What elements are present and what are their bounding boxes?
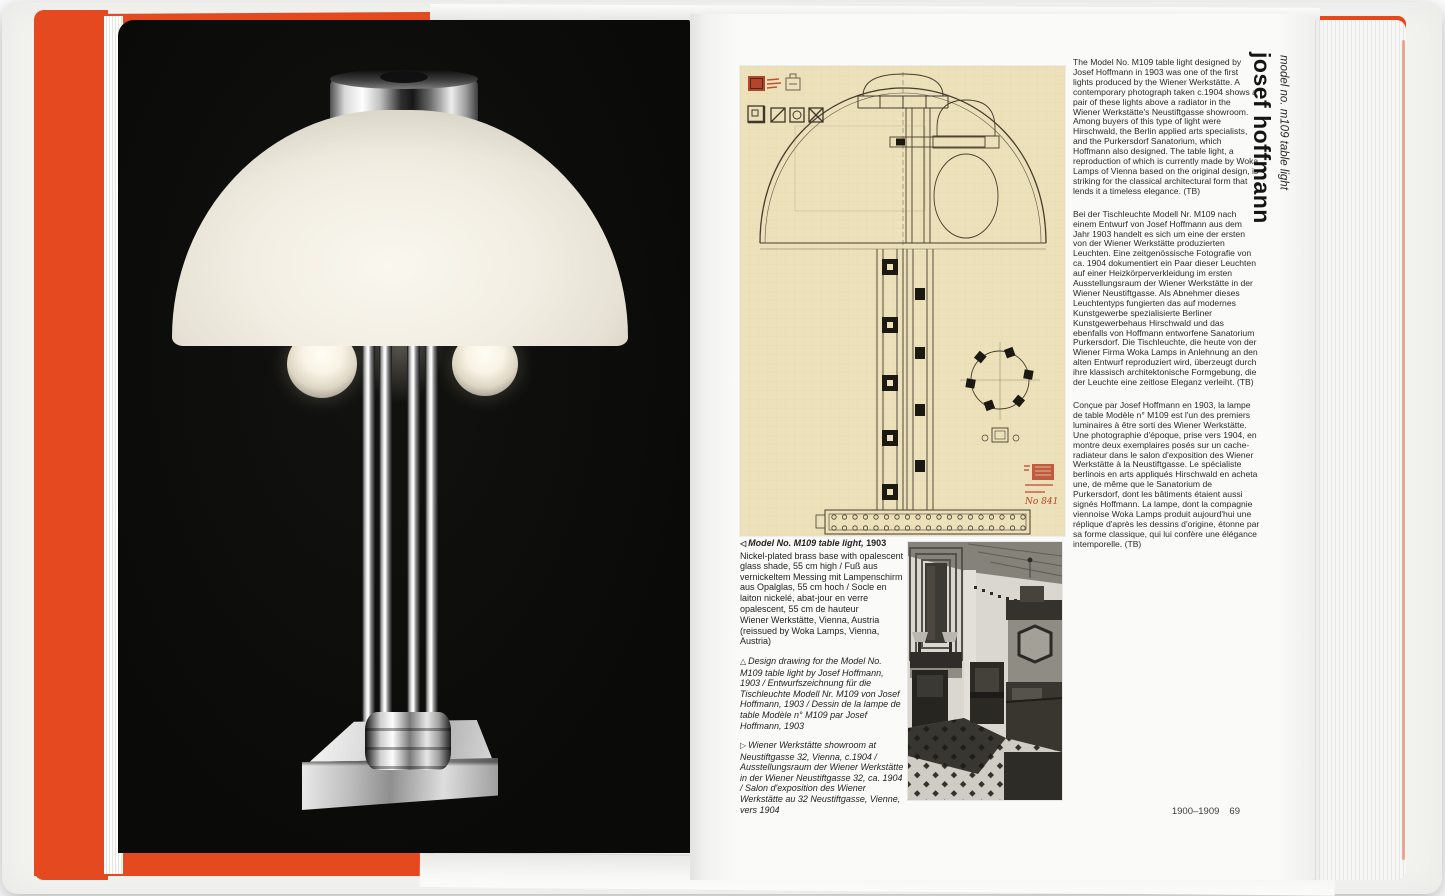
design-drawing-image [740,66,1065,536]
lamp-stem-rod [407,340,420,728]
design-drawing-svg [740,66,1065,536]
lamp-stem-rod [362,340,375,728]
paragraph-german: Bei der Tischleuchte Modell Nr. M109 nach einem Entwurf von Josef Hoffmann aus dem Jahr 1903 handelt es sich um eine der ersten von der Wiener Werkstätte produzierten Leuchten. Eine zeitgenössische Fotografie von ca. 1904 dokumentiert ein Paar dieser Leuchten auf einer Heizkörperverkleidung im ersten Ausstellungsraum der Wiener Werkstätte in der Wiener Neustiftgasse. Als Abnehmer dieses Leuchtentyps fungierten das auf modernes Kunstgewerbe spezialisierte Berliner Kunstgewerbehaus Hirschwald und das ebenfalls von Hoffmann entworfene Sanatorium Purkersdorf. Die Tischleuchte, die heute von der Wiener Firma Woka Lamps in Anlehnung an den alten Entwurf reproduziert wird, überzeugt durch ihre klassisch architektonische Formgebung, die der Leuchte eine zeitlose Eleganz verleiht. (TB) [1073,208,1258,388]
work-title: model no. m109 table light [1277,55,1290,190]
lamp-stem-rod [425,340,438,728]
paragraph-french: Conçue par Josef Hoffmann en 1903, la lampe de table Modèle n° M109 est l'un des premiers luminaires à être sorti des Wiener Werkstätte. Une photographie d'époque, prise vers 1904, en montre deux exemplaires posés sur un cache-radiateur dans le salon d'exposition des Wiener Werkstätte à la Neustiftgasse. Le spécialiste berlinois en arts appliqués Hirschwald en acheta une, de même que le Sanatorium de Purkersdorf, dont les bâtiments étaient aussi signés Hoffmann. La lampe, dont la compagnie viennoise Woka Lamps produit aujourd'hui une réplique d'après les dessins d'origine, étonne par sa forme classique, qui lui confère une élégance intemporelle. (TB) [1073,400,1260,549]
body-text-column [1073,58,1260,563]
page-footer [1120,806,1240,817]
caption-column [740,538,904,824]
page-number: 69 [1229,806,1240,817]
page-header [1250,52,1289,612]
triangle-up-icon: △ [740,656,747,666]
designer-name: josef hoffmann [1249,52,1275,224]
cover-orange-fore-edge-line [1402,40,1405,860]
caption-showroom: ▷ Wiener Werkstätte showroom at Neustiftgasse 32, Vienna, c.1904 / Ausstellungsraum der Wiener Werkstätte in der Wiener Neustiftgasse 32, ca. 1904 / Salon d'exposition des Wiener Werkstätte au 32 Neustiftgasse, Vienne, vers 1904 [740,740,904,815]
lamp-stem-rod [379,340,392,728]
lamp-stem-collar [365,712,451,770]
triangle-left-icon: ◁ [740,539,747,548]
lamp-stem [362,340,438,728]
caption-lamp [740,538,904,647]
svg-text:No 841: No 841 [1025,497,1059,507]
cover-orange-left-band [34,10,108,880]
paragraph-english: The Model No. M109 table light designed by Josef Hoffmann in 1903 was one of the first lights produced by the Wiener Werkstätte. A contemporary photograph taken c.1904 shows a pair of these lights above a radiator in the Wiener Werkstätte's Neustiftgasse showroom. Among buyers of this type of light were Hirschwald, the Berlin applied arts specialists, and the Purkersdorf Sanatorium, which Hoffmann also designed. The table light, a reproduction of which is currently made by Woka Lamps of Vienna based on the original design, is striking for the classical architectural form that lends it a timeless elegance. (TB) [1073,57,1259,196]
left-page-lamp-photo [118,20,690,853]
triangle-right-icon: ▷ [740,741,747,751]
caption-lamp-body: Nickel-plated brass base with opalescent glass shade, 55 cm high / Fuß aus vernickeltem Messing mit Lampenschirm aus Opalglas, 55 cm hoch / Socle en laiton nickelé, abat-jour en verre opalescent, 55 cm de hauteur [740,550,904,614]
chapter-years: 1900–1909 [1171,806,1220,817]
lamp-opal-dome [172,110,628,346]
caption-lamp-title: ◁ Model No. M109 table light, 1903 [740,538,887,548]
caption-drawing: △ Design drawing for the Model No. M109 table light by Josef Hoffmann, 1903 / Entwurfszeichnung für die Tischleuchte Modell Nr. M109 von Josef Hoffmann, 1903 / Dessin de la lampe de table Modèle n° M109 par Josef Hoffmann, 1903 [740,655,901,731]
caption-lamp-credit: Wiener Werkstätte, Vienna, Austria (reissued by Woka Lamps, Vienna, Austria) [740,615,880,647]
showroom-photo-image [908,542,1062,800]
page-edges-fore-edge [1312,20,1406,880]
showroom-photo-svg [908,542,1062,800]
right-page [690,14,1315,880]
